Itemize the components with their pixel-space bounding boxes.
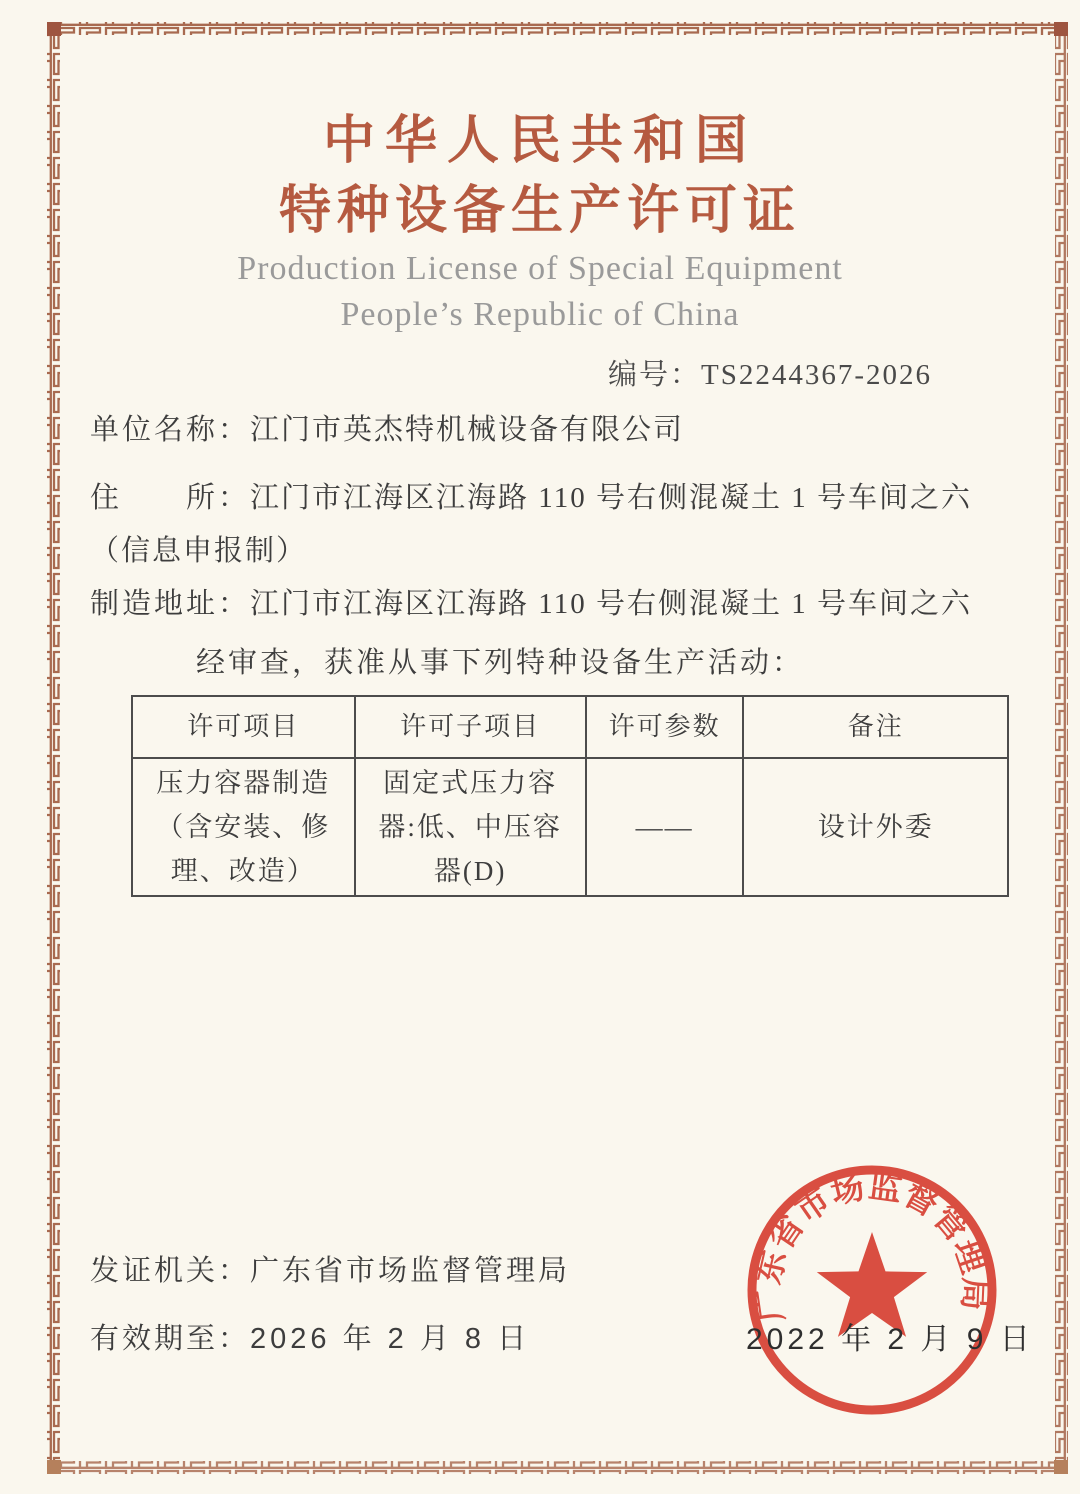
manufacture-address-value: 江门市江海区江海路 110 号右侧混凝土 1 号车间之六 xyxy=(250,588,972,620)
cell-license-subitem: 固定式压力容器:低、中压容器(D) xyxy=(355,758,586,896)
col-header-license-item: 许可项目 xyxy=(132,696,355,758)
residence-label: 住 所： xyxy=(90,482,251,514)
manufacture-address-label: 制造地址： xyxy=(90,588,251,620)
issuing-authority-value: 广东省市场监督管理局 xyxy=(250,1255,571,1287)
valid-until-label: 有效期至： xyxy=(90,1323,251,1355)
license-number-value: TS2244367-2026 xyxy=(701,359,932,391)
seal-text: 广东省市场监督管理局 xyxy=(750,1168,993,1324)
field-company-name xyxy=(90,404,1028,457)
approval-statement: 经审查，获准从事下列特种设备生产活动： xyxy=(196,647,805,679)
table-row xyxy=(132,758,1008,896)
valid-until-value: 2026 年 2 月 8 日 xyxy=(250,1323,531,1355)
license-number xyxy=(608,352,932,393)
field-issuing-authority xyxy=(90,1248,570,1289)
field-valid-until xyxy=(90,1316,530,1357)
field-residence xyxy=(90,472,1028,578)
issue-date: 2022 年 2 月 9 日 xyxy=(746,1323,1034,1356)
cell-remarks: 设计外委 xyxy=(743,758,1008,896)
license-number-label: 编号： xyxy=(607,359,701,391)
permitted-activities-table xyxy=(131,695,1009,897)
cell-license-parameter: —— xyxy=(586,758,744,896)
company-name-value: 江门市英杰特机械设备有限公司 xyxy=(250,414,685,446)
col-header-license-parameter: 许可参数 xyxy=(586,696,744,758)
table-header-row xyxy=(132,696,1008,758)
title-en-line2: People’s Republic of China xyxy=(340,296,740,333)
title-cn-line1: 中华人民共和国 xyxy=(322,113,757,170)
cell-license-item: 压力容器制造（含安装、修理、改造） xyxy=(132,758,355,896)
official-seal xyxy=(722,1140,1022,1440)
col-header-remarks: 备注 xyxy=(743,696,1008,758)
col-header-license-subitem: 许可子项目 xyxy=(355,696,586,758)
title-cn-line2: 特种设备生产许可证 xyxy=(278,183,801,240)
residence-value: 江门市江海区江海路 110 号右侧混凝土 1 号车间之六（信息申报制） xyxy=(90,482,972,567)
company-name-label: 单位名称： xyxy=(90,414,251,446)
issuing-authority-label: 发证机关： xyxy=(90,1255,251,1287)
title-en-line1: Production License of Special Equipment xyxy=(237,250,843,287)
field-manufacture-address xyxy=(90,578,1028,631)
